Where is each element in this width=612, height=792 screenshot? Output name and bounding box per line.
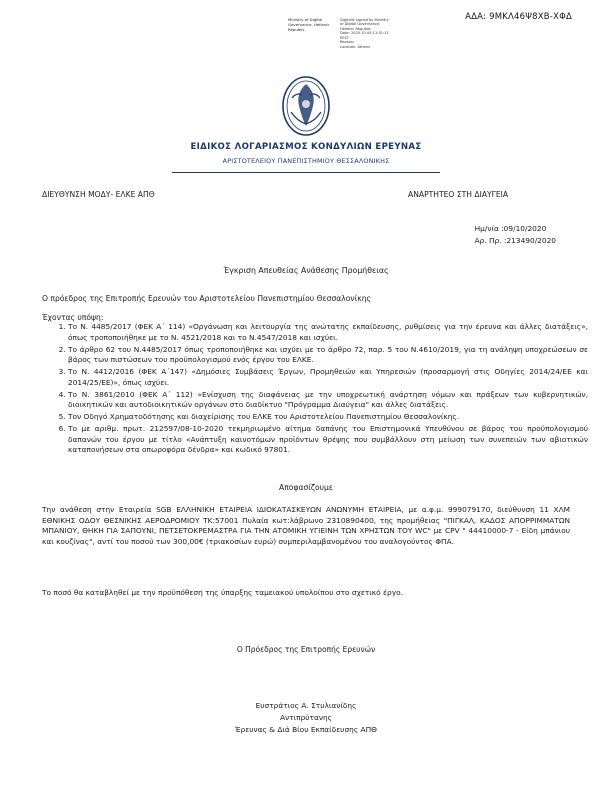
decision-paragraph-2: Το ποσό θα καταβληθεί με την προϋπόθεση της ύπαρξης ταμειακού υπολοίπου στο σχετικό έργο.	[42, 588, 403, 597]
department-label: ΔΙΕΥΘΥΝΣΗ ΜΟΔΥ- ΕΛΚΕ ΑΠΘ	[42, 190, 155, 199]
signature-line: Reason:	[340, 40, 355, 45]
ministry-signature-block	[288, 18, 410, 49]
signature-line: of Digital Governance,	[340, 22, 381, 27]
signature-line: Date: 2020.10.09 11:51:11	[340, 31, 389, 36]
organization-title: ΕΙΔΙΚΟΣ ΛΟΓΑΡΙΑΣΜΟΣ ΚΟΝΔΥΛΙΩΝ ΕΡΕΥΝΑΣ	[190, 142, 422, 152]
signature-line: EEST	[340, 35, 350, 40]
signer-role-line1: Αντιπρύτανης	[279, 712, 333, 722]
list-item: 5. Τον Οδηγό Χρηματοδότησης και διαχείρισης του ΕΛΚΕ του Αριστοτελείου Πανεπιστημίου Θεσσαλονίκης.	[68, 412, 588, 423]
publication-status: ΑΝΑΡΤΗΤΕΟ ΣΤΗ ΔΙΑΥΓΕΙΑ	[408, 190, 509, 199]
decision-heading: Αποφασίζουμε	[279, 483, 333, 492]
header-divider	[172, 172, 440, 173]
organization-subtitle: ΑΡΙΣΤΟΤΕΛΕΙΟΥ ΠΑΝΕΠΙΣΤΗΜΙΟΥ ΘΕΣΣΑΛΟΝΙΚΗΣ	[222, 157, 390, 165]
ada-code: ΑΔΑ: 9ΜΚΛ46Ψ8ΧΒ-ΧΦΔ	[465, 12, 572, 22]
signature-heading: Ο Πρόεδρος της Επιτροπής Ερευνών	[236, 645, 376, 654]
legal-basis-list	[40, 322, 588, 457]
list-item: 2. Το άρθρο 62 του Ν.4485/2017 όπως τροποποιήθηκε και ισχύει με το άρθρο 72, παρ. 5 του Ν.4610/2019, για τη ανάληψη υποχρεώσεων σε βάρος των πιστώσεων του προϋπολογισμού ενός έργου του ΕΛΚΕ.	[68, 345, 588, 366]
ministry-name: Ministry of Digital Governance, Hellenic Republic	[288, 17, 330, 32]
signature-line: Digitally signed by Ministry	[340, 18, 389, 22]
digital-signature-details	[340, 18, 410, 49]
document-title: Έγκριση Απευθείας Ανάθεσης Προμήθειας	[223, 266, 389, 275]
signer-role-line2: Έρευνας & Διά Βίου Εκπαίδευσης ΑΠΘ	[235, 724, 377, 734]
university-emblem-container	[0, 74, 612, 142]
university-emblem-icon	[269, 74, 343, 142]
protocol-number-field: Αρ. Πρ. :213490/2020	[474, 236, 556, 245]
signature-block	[0, 700, 612, 736]
decision-paragraph-1: Την ανάθεση στην Εταιρεία SGB ΕΛΛΗΝΙΚΗ ΕΤΑΙΡΕΙΑ ΙΔΙΟΚΑΤΑΣΚΕΥΩΝ ΑΝΩΝΥΜΗ ΕΤΑΙΡΕΙΑ, με α.φ.μ. 999079170, διεύθυνση 11 ΧΛΜ ΕΘΝΙΚΗΣ ΟΔΟΥ ΘΕΣΝΙΚΗΣ ΑΕΡΟΔΡΟΜΙΟΥ ΤΚ:57001 Πυλαία κωτ:λάβρωνο 2310890400, της προμήθειας "ΠΙΓΚΑΛ, ΚΑΔΟΣ ΑΠΟΡΡΙΜΜΑΤΩΝ ΜΠΑΝΙΟΥ, ΘΗΚΗ ΓΙΑ ΣΑΠΟΥΝΙ, ΠΕΤΣΕΤΟΚΡΕΜΑΣΤΡΑ ΓΙΑ ΤΗΝ ΑΤΟΜΙΚΗ ΥΓΙΕΙΝΗ ΤΩΝ ΧΡΗΣΤΩΝ ΤΟΥ WC" με CPV " 44410000-7 - Είδη μπάνιου και κουζίνας", αντί του ποσού των 300,00€ (τριακοσίων ευρώ) συμπεριλαμβανομένου του αναλογούντος ΦΠΑ.	[42, 505, 570, 547]
list-item: 1. Το Ν. 4485/2017 (ΦΕΚ Α΄ 114) «Οργάνωση και λειτουργία της ανώτατης εκπαίδευσης, ρυθμίσεις για την έρευνα και άλλες διατάξεις», όπως τροποποιήθηκε με το Ν. 4521/2018 και το Ν.4547/2018 και ισχύει.	[68, 322, 588, 343]
list-item: 6. Το με αριθμ. πρωτ. 212597/08-10-2020 τεκμηριωμένο αίτημα δαπάνης του Επιστημονικά Υπευθύνου σε βάρος του προϋπολογισμού δαπανών του έργου με τίτλο «Ανάπτυξη καινοτόμων προϊόντων θρέψης που συμβάλλουν στη μείωση των συνεπειών των αβιοτικών καταπονήσεων στα οπωροφόρα δένδρα» και κωδικό 97801.	[68, 424, 588, 456]
dateline	[475, 224, 556, 248]
signature-line: Location: Athens	[340, 44, 370, 49]
signer-name: Ευστράτιος Α. Στυλιανίδης	[255, 701, 357, 710]
having-regard-label: Έχοντας υπόψη:	[42, 313, 104, 322]
signature-line: Hellenic Republic	[340, 26, 371, 31]
list-item: 3. Το Ν. 4412/2016 (ΦΕΚ Α΄147) «Δημόσιες Συμβάσεις Έργων, Προμηθειών και Υπηρεσιών (προσαρμογή στις Οδηγίες 2014/24/ΕΕ και 2014/25/ΕΕ)», όπως ισχύει.	[68, 367, 588, 388]
list-item: 4. Το Ν. 3861/2010 (ΦΕΚ Α΄ 112) «Ενίσχυση της διαφάνειας με την υποχρεωτική ανάρτηση νόμων και πράξεων των κυβερνητικών, διοικητικών και αυτοδιοικητικών οργάνων στο διαδίκτυο "Πρόγραμμα Διαύγεια" και άλλες διατάξεις.	[68, 390, 588, 411]
document-intro: Ο πρόεδρος της Επιτροπής Ερευνών του Αριστοτελείου Πανεπιστημίου Θεσσαλονίκης	[42, 294, 371, 303]
date-field: Ημ/νία :09/10/2020	[474, 224, 547, 233]
